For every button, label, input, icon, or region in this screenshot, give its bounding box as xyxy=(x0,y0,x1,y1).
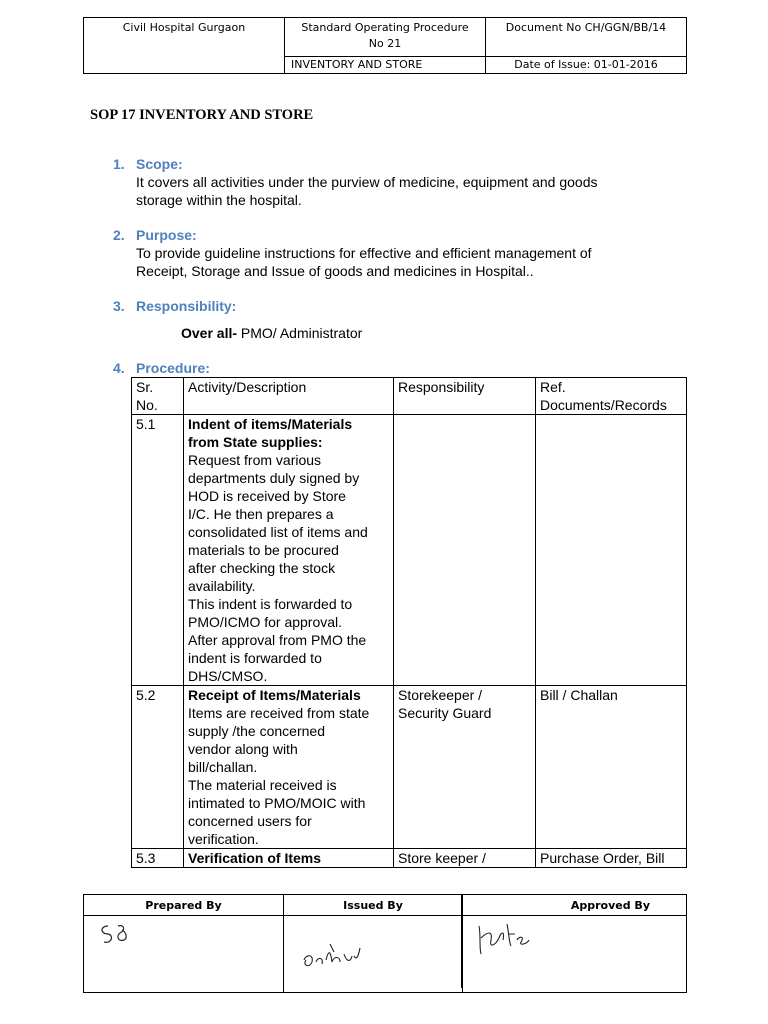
section-purpose xyxy=(113,226,592,280)
section-scope xyxy=(113,155,597,209)
section-procedure xyxy=(113,359,210,377)
cell-activity: Receipt of Items/Materials Items are received from state supply /the concerned vendor along with bill/challan. The material received is intimated to PMO/MOIC with concerned users for verification. xyxy=(184,686,394,849)
approved-by-signature xyxy=(463,916,687,993)
column-header-sr: Sr. No. xyxy=(132,378,184,415)
cell-ref: Bill / Challan xyxy=(536,686,687,849)
column-header-responsibility: Responsibility xyxy=(394,378,536,415)
section-number: 3. xyxy=(113,298,125,314)
cell-sr: 5.3 xyxy=(132,849,184,868)
table-row xyxy=(132,686,687,849)
section-heading: Scope: xyxy=(136,156,183,172)
section-number: 4. xyxy=(113,360,125,376)
section-text-line: storage within the hospital. xyxy=(136,192,302,208)
sop-number xyxy=(285,18,486,57)
signature-mark xyxy=(96,920,136,950)
section-heading: Purpose: xyxy=(136,227,197,243)
overall-value: PMO/ Administrator xyxy=(237,325,363,341)
sop-line-1: Standard Operating Procedure xyxy=(301,21,469,34)
signature-table xyxy=(83,894,687,993)
hospital-name: Civil Hospital Gurgaon xyxy=(84,18,285,74)
section-text-line: To provide guideline instructions for effective and efficient management of xyxy=(136,245,592,261)
table-row xyxy=(132,415,687,686)
prepared-by-signature xyxy=(84,916,284,993)
table-header-row xyxy=(132,378,687,415)
table-row xyxy=(132,849,687,868)
page-title: SOP 17 INVENTORY AND STORE xyxy=(90,107,314,123)
document-header-table xyxy=(83,17,687,74)
section-heading: Responsibility: xyxy=(136,298,237,314)
section-number: 2. xyxy=(113,227,125,243)
section-responsibility xyxy=(113,297,236,315)
procedure-table xyxy=(131,377,687,868)
section-heading: Procedure: xyxy=(136,360,210,376)
section-number: 1. xyxy=(113,156,125,172)
column-header-ref: Ref. Documents/Records xyxy=(536,378,687,415)
cell-responsibility: Storekeeper / Security Guard xyxy=(394,686,536,849)
cell-activity: Verification of Items xyxy=(184,849,394,868)
cell-sr: 5.1 xyxy=(132,415,184,686)
cell-ref xyxy=(536,415,687,686)
signature-mark xyxy=(473,918,553,958)
sop-subject: INVENTORY AND STORE xyxy=(285,57,486,74)
sop-line-2: No 21 xyxy=(368,37,402,50)
section-text-line: It covers all activities under the purview of medicine, equipment and goods xyxy=(136,174,598,190)
signature-mark xyxy=(300,934,370,974)
date-of-issue: Date of Issue: 01-01-2016 xyxy=(486,57,687,74)
issued-by-signature xyxy=(284,916,463,993)
responsibility-line xyxy=(181,325,362,341)
issued-by-label: Issued By xyxy=(284,895,463,916)
prepared-by-label: Prepared By xyxy=(84,895,284,916)
column-header-activity: Activity/Description xyxy=(184,378,394,415)
cell-sr: 5.2 xyxy=(132,686,184,849)
overall-label: Over all- xyxy=(181,325,238,341)
cell-ref: Purchase Order, Bill xyxy=(536,849,687,868)
signature-divider xyxy=(461,894,462,988)
cell-responsibility: Store keeper / xyxy=(394,849,536,868)
approved-by-label: Approved By xyxy=(463,895,687,916)
cell-responsibility xyxy=(394,415,536,686)
document-number: Document No CH/GGN/BB/14 xyxy=(486,18,687,57)
cell-activity: Indent of items/Materials from State supplies: Request from various departments duly signed by HOD is received by Store I/C. He then prepares a consolidated list of items and materials to be procured after checking the stock availability. This indent is forwarded to PMO/ICMO for approval. After approval from PMO the indent is forwarded to DHS/CMSO. xyxy=(184,415,394,686)
section-text-line: Receipt, Storage and Issue of goods and medicines in Hospital.. xyxy=(136,263,534,279)
